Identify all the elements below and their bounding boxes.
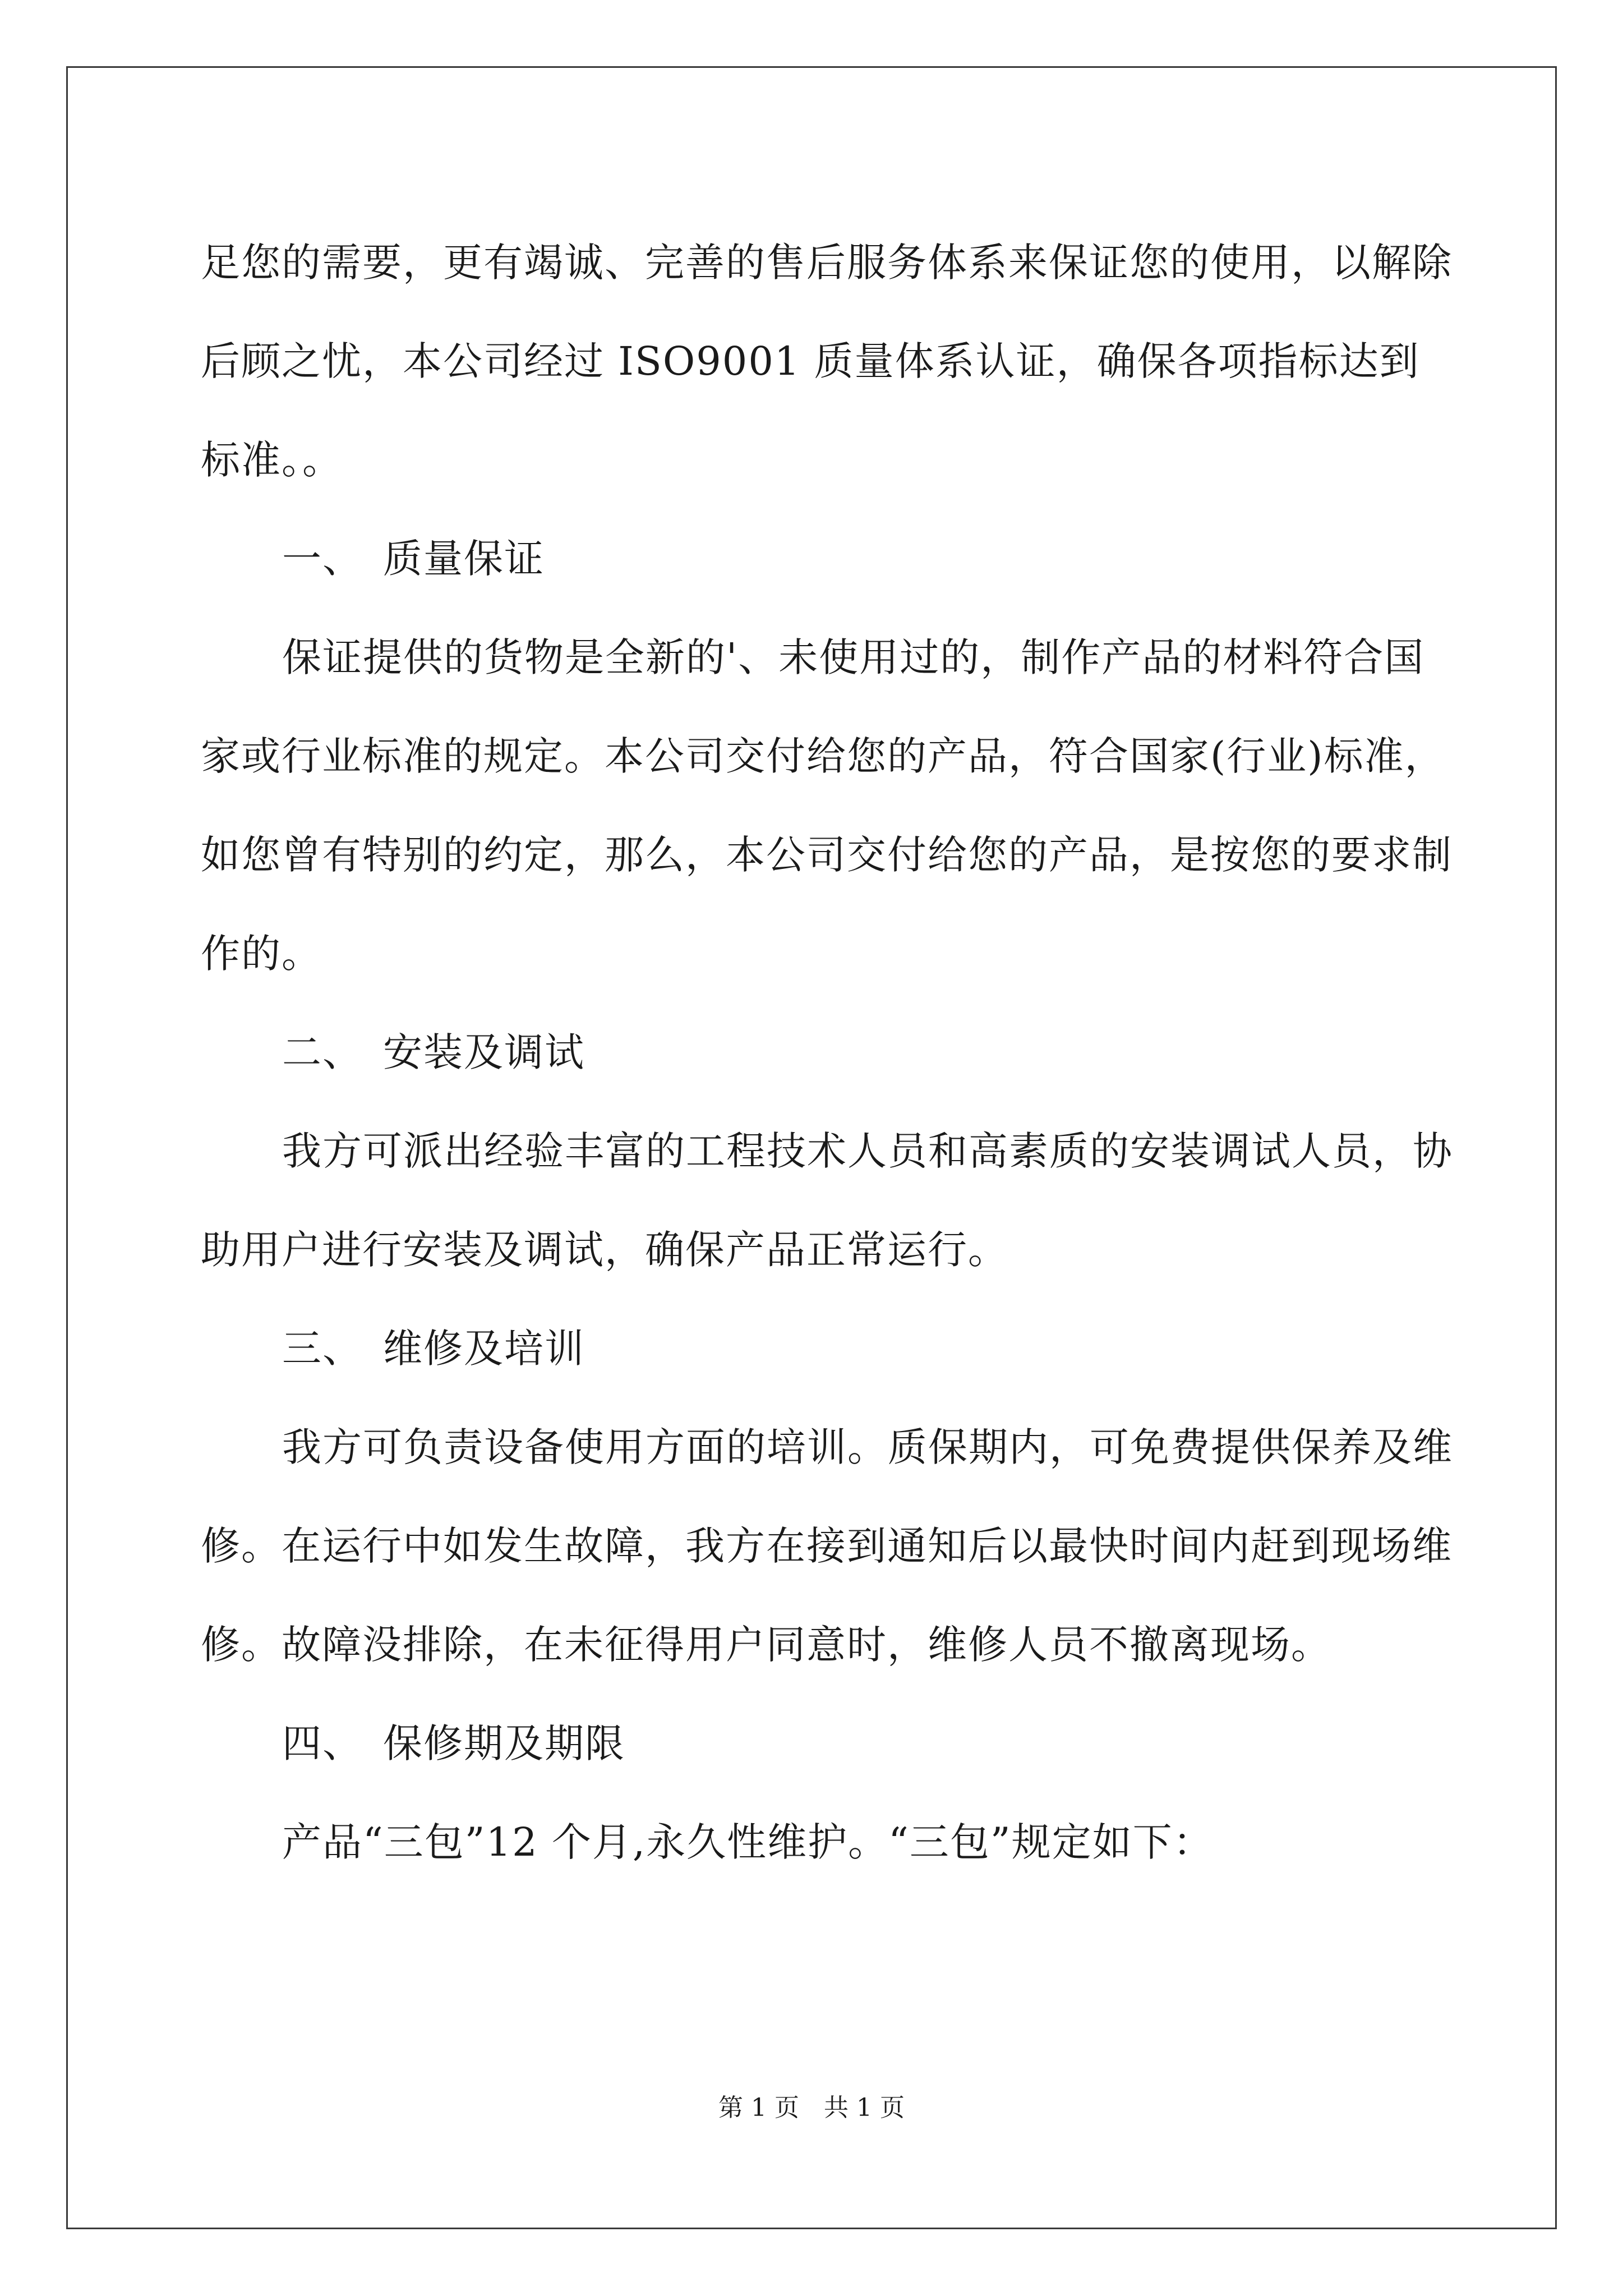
maintenance-paragraph: 我方可负责设备使用方面的培训。质保期内，可免费提供保养及维修。在运行中如发生故障，我方在接到通知后以最快时间内赶到现场维修。故障没排除，在未征得用户同意时，维修人员不撤离现场。 (201, 1424, 1453, 1668)
installation-paragraph: 我方可派出经验丰富的工程技术人员和高素质的安装调试人员，协助用户进行安装及调试，确保产品正常运行。 (201, 1128, 1453, 1273)
section-title: 维修及培训 (383, 1326, 585, 1372)
section-title: 安装及调试 (383, 1029, 585, 1075)
intro-paragraph: 足您的需要，更有竭诚、完善的售后服务体系来保证您的使用，以解除后顾之忧，本公司经过 ISO9001 质量体系认证，确保各项指标达到标准。。 (201, 240, 1453, 483)
section-number: 二、 (282, 1029, 363, 1075)
section-heading-maintenance (201, 1299, 1457, 1398)
section-number: 四、 (282, 1720, 363, 1766)
warranty-paragraph: 产品“三包”12 个月,永久性维护。“三包”规定如下： (282, 1819, 1214, 1865)
page-number-footer: 第 1 页 共 1 页 (718, 2093, 905, 2122)
section-number: 一、 (282, 536, 363, 582)
section-heading-installation (201, 1003, 1457, 1102)
quality-paragraph: 保证提供的货物是全新的'、未使用过的，制作产品的材料符合国家或行业标准的规定。本公司交付给您的产品，符合国家(行业)标准，如您曾有特别的约定，那么，本公司交付给您的产品，是按您的要求制作的。 (201, 634, 1453, 977)
document-body (201, 213, 1457, 1892)
section-heading-warranty (201, 1694, 1457, 1793)
section-title: 保修期及期限 (383, 1720, 625, 1766)
section-number: 三、 (282, 1326, 363, 1372)
section-heading-quality (201, 509, 1457, 608)
section-title: 质量保证 (383, 536, 545, 582)
